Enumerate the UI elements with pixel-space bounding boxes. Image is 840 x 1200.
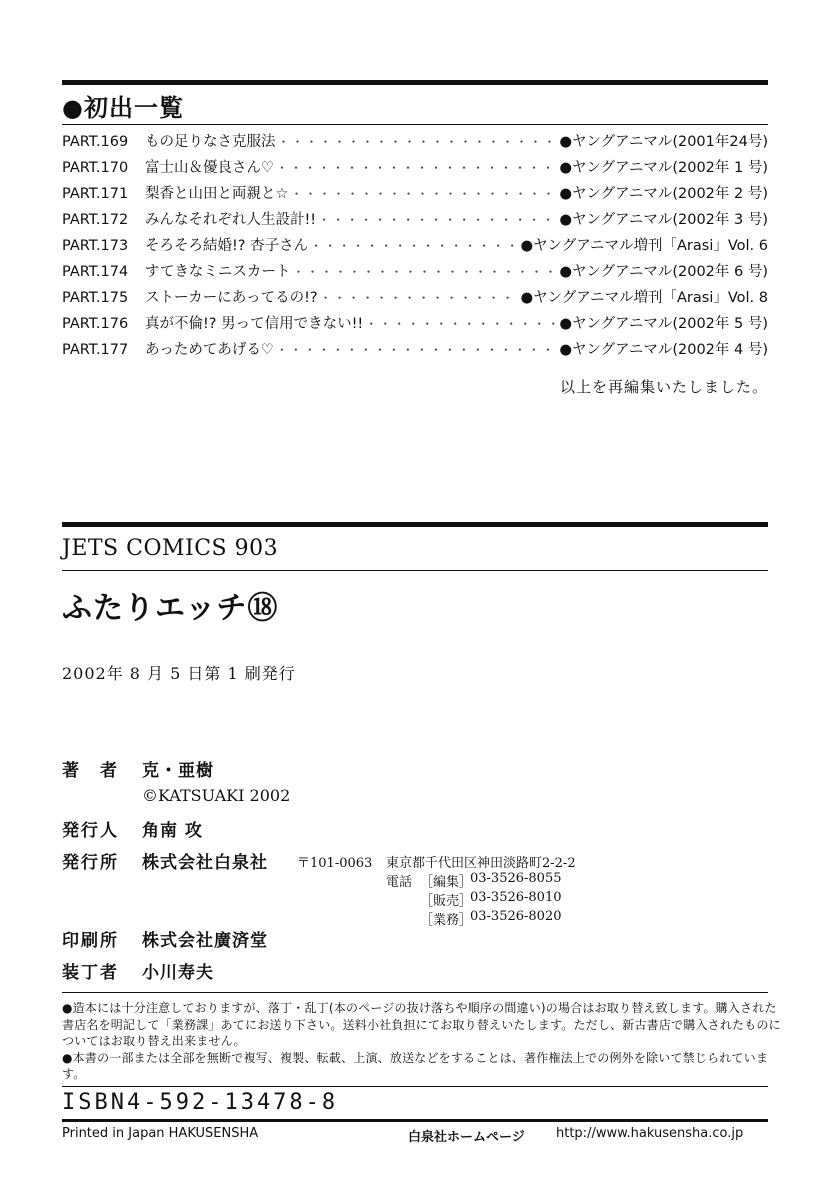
author-label: 著 者	[62, 761, 119, 781]
homepage-url[interactable]: http://www.hakusensha.co.jp	[556, 1126, 744, 1141]
issuer-name: 角南 攻	[142, 821, 203, 841]
top-rule	[62, 80, 768, 85]
isbn: ISBN4-592-13478-8	[62, 1090, 339, 1115]
publication-date: 2002年 8 月 5 日第 1 刷発行	[62, 664, 296, 683]
homepage-label: 白泉社ホームページ	[408, 1130, 525, 1145]
episode-title: もの足りなさ克服法	[145, 134, 276, 150]
episode-source: ●ヤングアニマル(2002年 6 号)	[559, 264, 768, 280]
episode-source: ●ヤングアニマル(2002年 2 号)	[559, 186, 768, 202]
postal-code: 〒101-0063	[297, 856, 373, 871]
notice-top-rule	[62, 992, 768, 993]
issuer-label: 発行人	[62, 821, 119, 841]
dot-leader	[320, 289, 519, 306]
publisher-address: 東京都千代田区神田淡路町2-2-2	[386, 856, 576, 871]
list-item	[62, 260, 768, 286]
part-number: PART.169	[62, 134, 129, 150]
episode-source: ●ヤングアニマル(2001年24号)	[559, 134, 768, 150]
notice-paragraph: ●造本には十分注意しておりますが、落丁・乱丁(本のページの抜け落ちや順序の間違い)の場合はお取り替え致します。購入された書店名を明記して「業務課」あてにお送り下さい。送料小社負担にてお取り替えいたします。ただし、新古書店で購入されたものについてはお取り替え出来ません。	[62, 1001, 781, 1048]
phone-dept: ［編集］	[420, 875, 473, 890]
episode-title: 富士山＆優良さん♡	[145, 160, 274, 176]
list-item	[62, 130, 768, 156]
episode-title: 梨香と山田と両親と☆	[145, 186, 289, 202]
episode-source: ●ヤングアニマル(2002年 4 号)	[559, 342, 768, 358]
dot-leader	[278, 133, 558, 150]
episode-title: あっためてあげる♡	[145, 342, 274, 358]
episode-source: ●ヤングアニマル増刊「Arasi」Vol. 8	[520, 290, 768, 306]
printer-name: 株式会社廣済堂	[142, 931, 268, 951]
phone-dept: ［販売］	[420, 894, 473, 909]
episode-source: ●ヤングアニマル(2002年 1 号)	[559, 160, 768, 176]
book-title: ふたりエッチ⑱	[62, 591, 279, 626]
designer-label: 装丁者	[62, 963, 119, 983]
phone-number: 03-3526-8020	[470, 909, 562, 924]
first-appearance-list	[62, 130, 768, 364]
part-number: PART.170	[62, 160, 129, 176]
heading-underline	[62, 124, 768, 125]
isbn-top-rule	[62, 1086, 768, 1087]
colophon-top-rule	[62, 522, 768, 527]
author-name: 克・亜樹	[142, 761, 214, 781]
episode-source: ●ヤングアニマル(2002年 3 号)	[559, 212, 768, 228]
list-item	[62, 338, 768, 364]
list-item	[62, 312, 768, 338]
dot-leader	[310, 237, 518, 254]
copyright: ©KATSUAKI 2002	[142, 786, 291, 805]
printed-in: Printed in Japan HAKUSENSHA	[62, 1126, 259, 1141]
publisher-label: 発行所	[62, 853, 119, 873]
dot-leader	[276, 159, 557, 176]
list-item	[62, 156, 768, 182]
notice-paragraph: ●本書の一部または全部を無断で複写、複製、転載、上演、放送などをすることは、著作権法上での例外を除いて禁じられています。	[62, 1050, 769, 1081]
phone-label: 電話	[386, 875, 413, 890]
phone-dept: ［業務］	[420, 913, 473, 928]
series-label: JETS COMICS 903	[62, 536, 279, 561]
publisher-name: 株式会社白泉社	[142, 853, 268, 873]
part-number: PART.173	[62, 238, 129, 254]
first-appearance-heading: ●初出一覧	[62, 94, 184, 122]
list-item	[62, 208, 768, 234]
list-item	[62, 234, 768, 260]
list-item	[62, 182, 768, 208]
part-number: PART.177	[62, 342, 129, 358]
bottom-rule	[62, 1119, 768, 1122]
phone-number: 03-3526-8010	[470, 890, 562, 905]
reedit-note: 以上を再編集いたしました。	[559, 378, 768, 396]
designer-name: 小川寿夫	[142, 963, 214, 983]
dot-leader	[365, 315, 557, 332]
printer-label: 印刷所	[62, 931, 119, 951]
episode-title: そろそろ結婚!? 杏子さん	[145, 238, 309, 254]
dot-leader	[276, 341, 557, 358]
part-number: PART.175	[62, 290, 129, 306]
episode-source: ●ヤングアニマル(2002年 5 号)	[559, 316, 768, 332]
list-item	[62, 286, 768, 312]
dot-leader	[318, 211, 557, 228]
dot-leader	[291, 185, 558, 202]
part-number: PART.172	[62, 212, 129, 228]
notice-block	[62, 1000, 782, 1083]
part-number: PART.174	[62, 264, 129, 280]
episode-title: すてきなミニスカート	[145, 264, 291, 280]
episode-source: ●ヤングアニマル増刊「Arasi」Vol. 6	[520, 238, 768, 254]
phone-number: 03-3526-8055	[470, 871, 562, 886]
episode-title: みんなそれぞれ人生設計!!	[145, 212, 317, 228]
episode-title: 真が不倫!? 男って信用できない!!	[145, 316, 364, 332]
episode-title: ストーカーにあってるの!?	[145, 290, 318, 306]
part-number: PART.176	[62, 316, 129, 332]
dot-leader	[292, 263, 557, 280]
series-rule	[62, 570, 768, 571]
part-number: PART.171	[62, 186, 129, 202]
